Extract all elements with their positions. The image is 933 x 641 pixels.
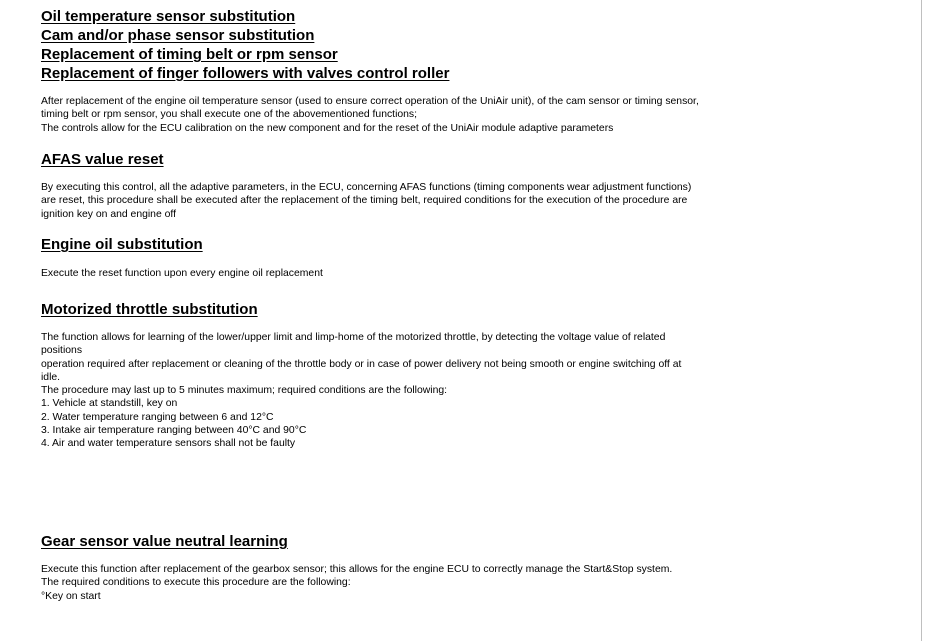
throttle-line: idle. — [41, 371, 61, 383]
gear-line: The required conditions to execute this procedure are the following: — [41, 577, 351, 589]
afas-line: are reset, this procedure shall be executed after the replacement of the timing belt, required conditions for the execution of the procedure are — [41, 195, 688, 207]
page-edge-divider — [921, 0, 922, 641]
intro-line: The controls allow for the ECU calibration on the new component and for the reset of the UniAir module adaptive parameters — [41, 122, 614, 134]
intro-line: After replacement of the engine oil temperature sensor (used to ensure correct operation of the UniAir unit), of the cam sensor or timing sensor, — [41, 96, 699, 107]
heading-gear-sensor-neutral-learning: Gear sensor value neutral learning — [41, 533, 288, 550]
title-timing-belt-rpm-sensor: Replacement of timing belt or rpm sensor — [41, 46, 338, 63]
throttle-condition-item: 3. Intake air temperature ranging between 40°C and 90°C — [41, 425, 307, 437]
heading-engine-oil-substitution: Engine oil substitution — [41, 236, 203, 253]
gear-paragraph — [41, 563, 841, 603]
title-oil-temperature-sensor: Oil temperature sensor substitution — [41, 8, 296, 25]
oil-line: Execute the reset function upon every engine oil replacement — [41, 268, 323, 279]
title-finger-followers: Replacement of finger followers with valves control roller — [41, 65, 450, 82]
throttle-condition-item: 4. Air and water temperature sensors shall not be faulty — [41, 438, 296, 450]
oil-paragraph — [41, 267, 841, 280]
throttle-line: operation required after replacement or cleaning of the throttle body or in case of power delivery not being smooth or engine switching off at — [41, 358, 682, 370]
intro-line: timing belt or rpm sensor, you shall execute one of the abovementioned functions; — [41, 109, 418, 121]
throttle-line: positions — [41, 345, 83, 357]
throttle-line: The function allows for learning of the lower/upper limit and limp-home of the motorized throttle, by detecting the voltage value of related — [41, 332, 666, 343]
heading-motorized-throttle-substitution: Motorized throttle substitution — [41, 301, 258, 318]
afas-line: By executing this control, all the adaptive parameters, in the ECU, concerning AFAS functions (timing components wear adjustment functions) — [41, 182, 692, 193]
afas-line: ignition key on and engine off — [41, 208, 176, 220]
title-cam-phase-sensor: Cam and/or phase sensor substitution — [41, 27, 315, 44]
afas-paragraph — [41, 181, 841, 221]
gear-line: Execute this function after replacement of the gearbox sensor; this allows for the engine ECU to correctly manage the Start&Stop system. — [41, 564, 673, 575]
heading-afas-value-reset: AFAS value reset — [41, 151, 164, 168]
gear-line: °Key on start — [41, 590, 101, 602]
throttle-condition-item: 2. Water temperature ranging between 6 and 12°C — [41, 411, 274, 423]
throttle-paragraph — [41, 331, 841, 451]
throttle-condition-item: 1. Vehicle at standstill, key on — [41, 398, 178, 410]
throttle-line: The procedure may last up to 5 minutes maximum; required conditions are the following: — [41, 385, 448, 397]
intro-paragraph — [41, 95, 841, 135]
